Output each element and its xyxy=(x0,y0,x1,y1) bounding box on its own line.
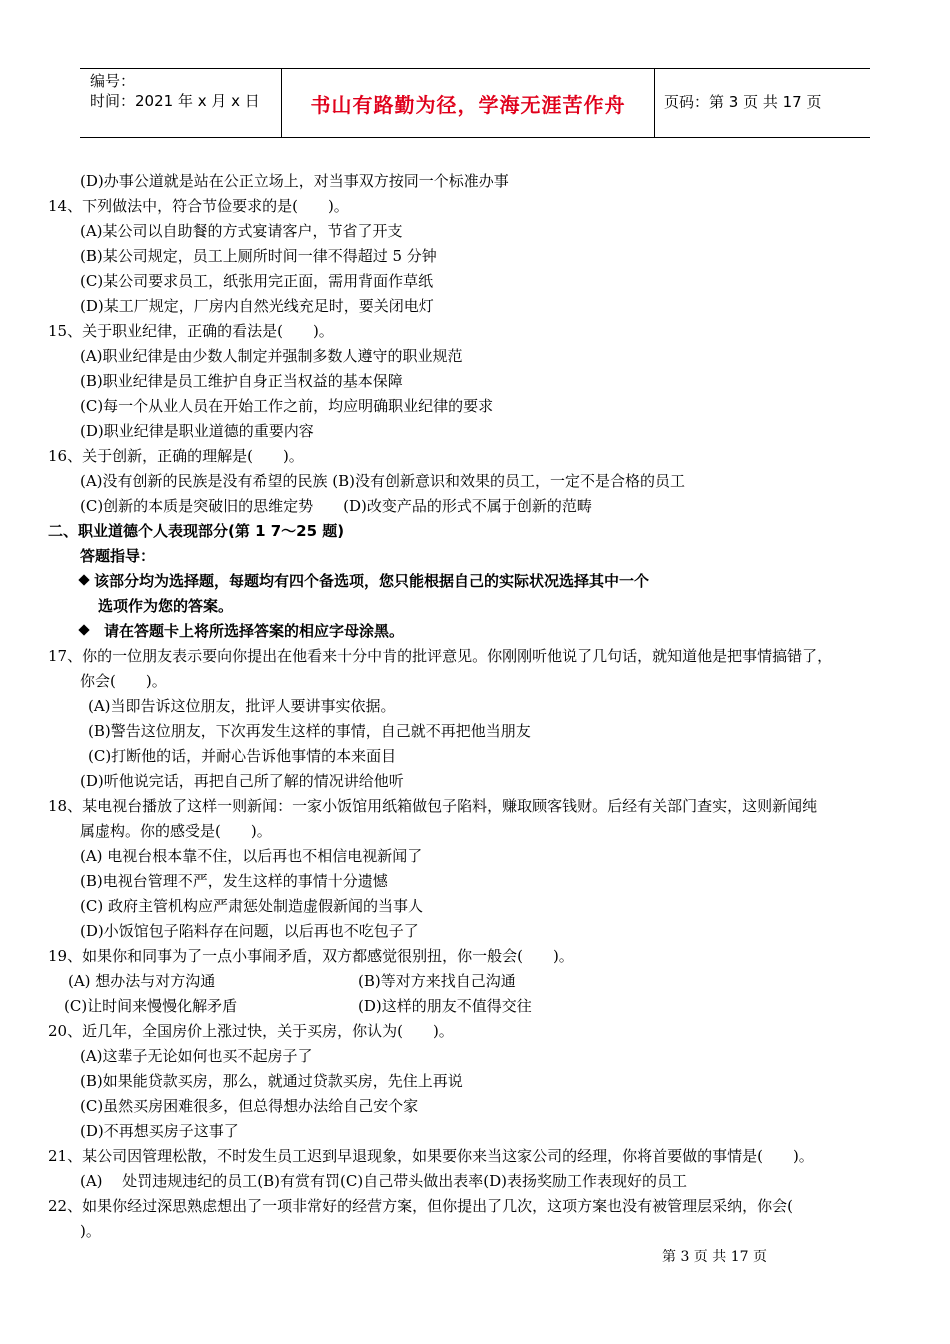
option-15a: (A)职业纪律是由少数人制定并强制多数人遵守的职业规范 xyxy=(80,347,463,365)
question-14: 14、下列做法中，符合节俭要求的是( )。 xyxy=(48,197,349,215)
option-16cd: (C)创新的本质是突破旧的思维定势 (D)改变产品的形式不属于创新的范畴 xyxy=(80,497,592,515)
question-21: 21、某公司因管理松散，不时发生员工迟到早退现象，如果要你来当这家公司的经理，你将首要做的事情是( )。 xyxy=(48,1147,814,1165)
question-20: 20、近几年，全国房价上涨过快，关于买房，你认为( )。 xyxy=(48,1022,454,1040)
motto-text: 书山有路勤为径，学海无涯苦作舟 xyxy=(310,92,626,117)
header-page-info: 页码：第 3 页 共 17 页 xyxy=(664,93,822,111)
option-17c: (C)打断他的话，并耐心告诉他事情的本来面目 xyxy=(88,747,397,765)
option-18c: (C) 政府主管机构应严肃惩处制造虚假新闻的当事人 xyxy=(80,897,423,915)
diamond-bullet-icon xyxy=(78,624,89,635)
section-2-title: 二、职业道德个人表现部分(第 1 7～25 题) xyxy=(48,522,345,540)
option-15d: (D)职业纪律是职业道德的重要内容 xyxy=(80,422,314,440)
option-21-all: (A) 处罚违规违纪的员工(B)有赏有罚(C)自己带头做出表率(D)表扬奖励工作表现好的员工 xyxy=(80,1172,687,1190)
option-14d: (D)某工厂规定，厂房内自然光线充足时，要关闭电灯 xyxy=(80,297,434,315)
option-17b: (B)警告这位朋友，下次再发生这样的事情，自己就不再把他当朋友 xyxy=(88,722,531,740)
document-number-label: 编号： xyxy=(90,72,136,90)
option-13d: (D)办事公道就是站在公正立场上，对当事双方按同一个标准办事 xyxy=(80,172,509,190)
option-20b: (B)如果能贷款买房，那么，就通过贷款买房，先住上再说 xyxy=(80,1072,463,1090)
option-20c: (C)虽然买房困难很多，但总得想办法给自己安个家 xyxy=(80,1097,419,1115)
option-15b: (B)职业纪律是员工维护自身正当权益的基本保障 xyxy=(80,372,403,390)
option-16ab: (A)没有创新的民族是没有希望的民族 (B)没有创新意识和效果的员工，一定不是合格的员工 xyxy=(80,472,686,490)
header-motto-cell xyxy=(281,69,655,137)
instruction-2-text: 请在答题卡上将所选择答案的相应字母涂黑。 xyxy=(104,622,405,640)
option-14c: (C)某公司要求员工，纸张用完正面，需用背面作草纸 xyxy=(80,272,434,290)
question-22-cont: )。 xyxy=(80,1222,101,1240)
question-18-cont: 属虚构。你的感受是( )。 xyxy=(80,822,272,840)
option-20a: (A)这辈子无论如何也买不起房子了 xyxy=(80,1047,313,1065)
option-18d: (D)小饭馆包子陷料存在问题，以后再也不吃包子了 xyxy=(80,922,419,940)
option-17a: (A)当即告诉这位朋友，批评人要讲事实依据。 xyxy=(88,697,396,715)
page-footer: 第 3 页 共 17 页 xyxy=(662,1249,767,1265)
option-14a: (A)某公司以自助餐的方式宴请客户，节省了开支 xyxy=(80,222,403,240)
question-16: 16、关于创新，正确的理解是( )。 xyxy=(48,447,304,465)
page-header xyxy=(80,68,870,138)
option-19b: (B)等对方来找自己沟通 xyxy=(358,972,516,990)
option-19c: (C)让时间来慢慢化解矛盾 xyxy=(64,997,238,1015)
option-18b: (B)电视台管理不严，发生这样的事情十分遗憾 xyxy=(80,872,388,890)
diamond-bullet-icon xyxy=(78,574,89,585)
question-22: 22、如果你经过深思熟虑想出了一项非常好的经营方案，但你提出了几次，这项方案也没有被管理层采纳，你会( xyxy=(48,1197,793,1215)
question-18: 18、某电视台播放了这样一则新闻：一家小饭馆用纸箱做包子陷料，赚取顾客钱财。后经有关部门查实，这则新闻纯 xyxy=(48,797,818,815)
option-15c: (C)每一个从业人员在开始工作之前，均应明确职业纪律的要求 xyxy=(80,397,494,415)
option-14b: (B)某公司规定，员工上厕所时间一律不得超过 5 分钟 xyxy=(80,247,437,265)
header-meta xyxy=(90,71,280,111)
option-17d: (D)听他说完话，再把自己所了解的情况讲给他听 xyxy=(80,772,404,790)
instruction-2 xyxy=(80,621,404,641)
question-17-cont: 你会( )。 xyxy=(80,672,167,690)
question-19: 19、如果你和同事为了一点小事闹矛盾，双方都感觉很别扭，你一般会( )。 xyxy=(48,947,574,965)
instructions-title: 答题指导： xyxy=(80,547,156,565)
option-20d: (D)不再想买房子这事了 xyxy=(80,1122,239,1140)
option-18a: (A) 电视台根本靠不住，以后再也不相信电视新闻了 xyxy=(80,847,423,865)
question-15: 15、关于职业纪律，正确的看法是( )。 xyxy=(48,322,334,340)
option-19d: (D)这样的朋友不值得交往 xyxy=(358,997,532,1015)
instruction-1-text: 该部分均为选择题，每题均有四个备选项，您只能根据自己的实际状况选择其中一个 xyxy=(94,572,650,590)
instruction-1 xyxy=(80,571,649,591)
option-19a: (A) 想办法与对方沟通 xyxy=(68,972,216,990)
question-17: 17、你的一位朋友表示要向你提出在他看来十分中肯的批评意见。你刚刚听他说了几句话，就知道他是把事情搞错了， xyxy=(48,647,833,665)
document-date: 时间：2021 年 x 月 x 日 xyxy=(90,92,260,110)
instruction-1-cont: 选项作为您的答案。 xyxy=(98,597,234,615)
